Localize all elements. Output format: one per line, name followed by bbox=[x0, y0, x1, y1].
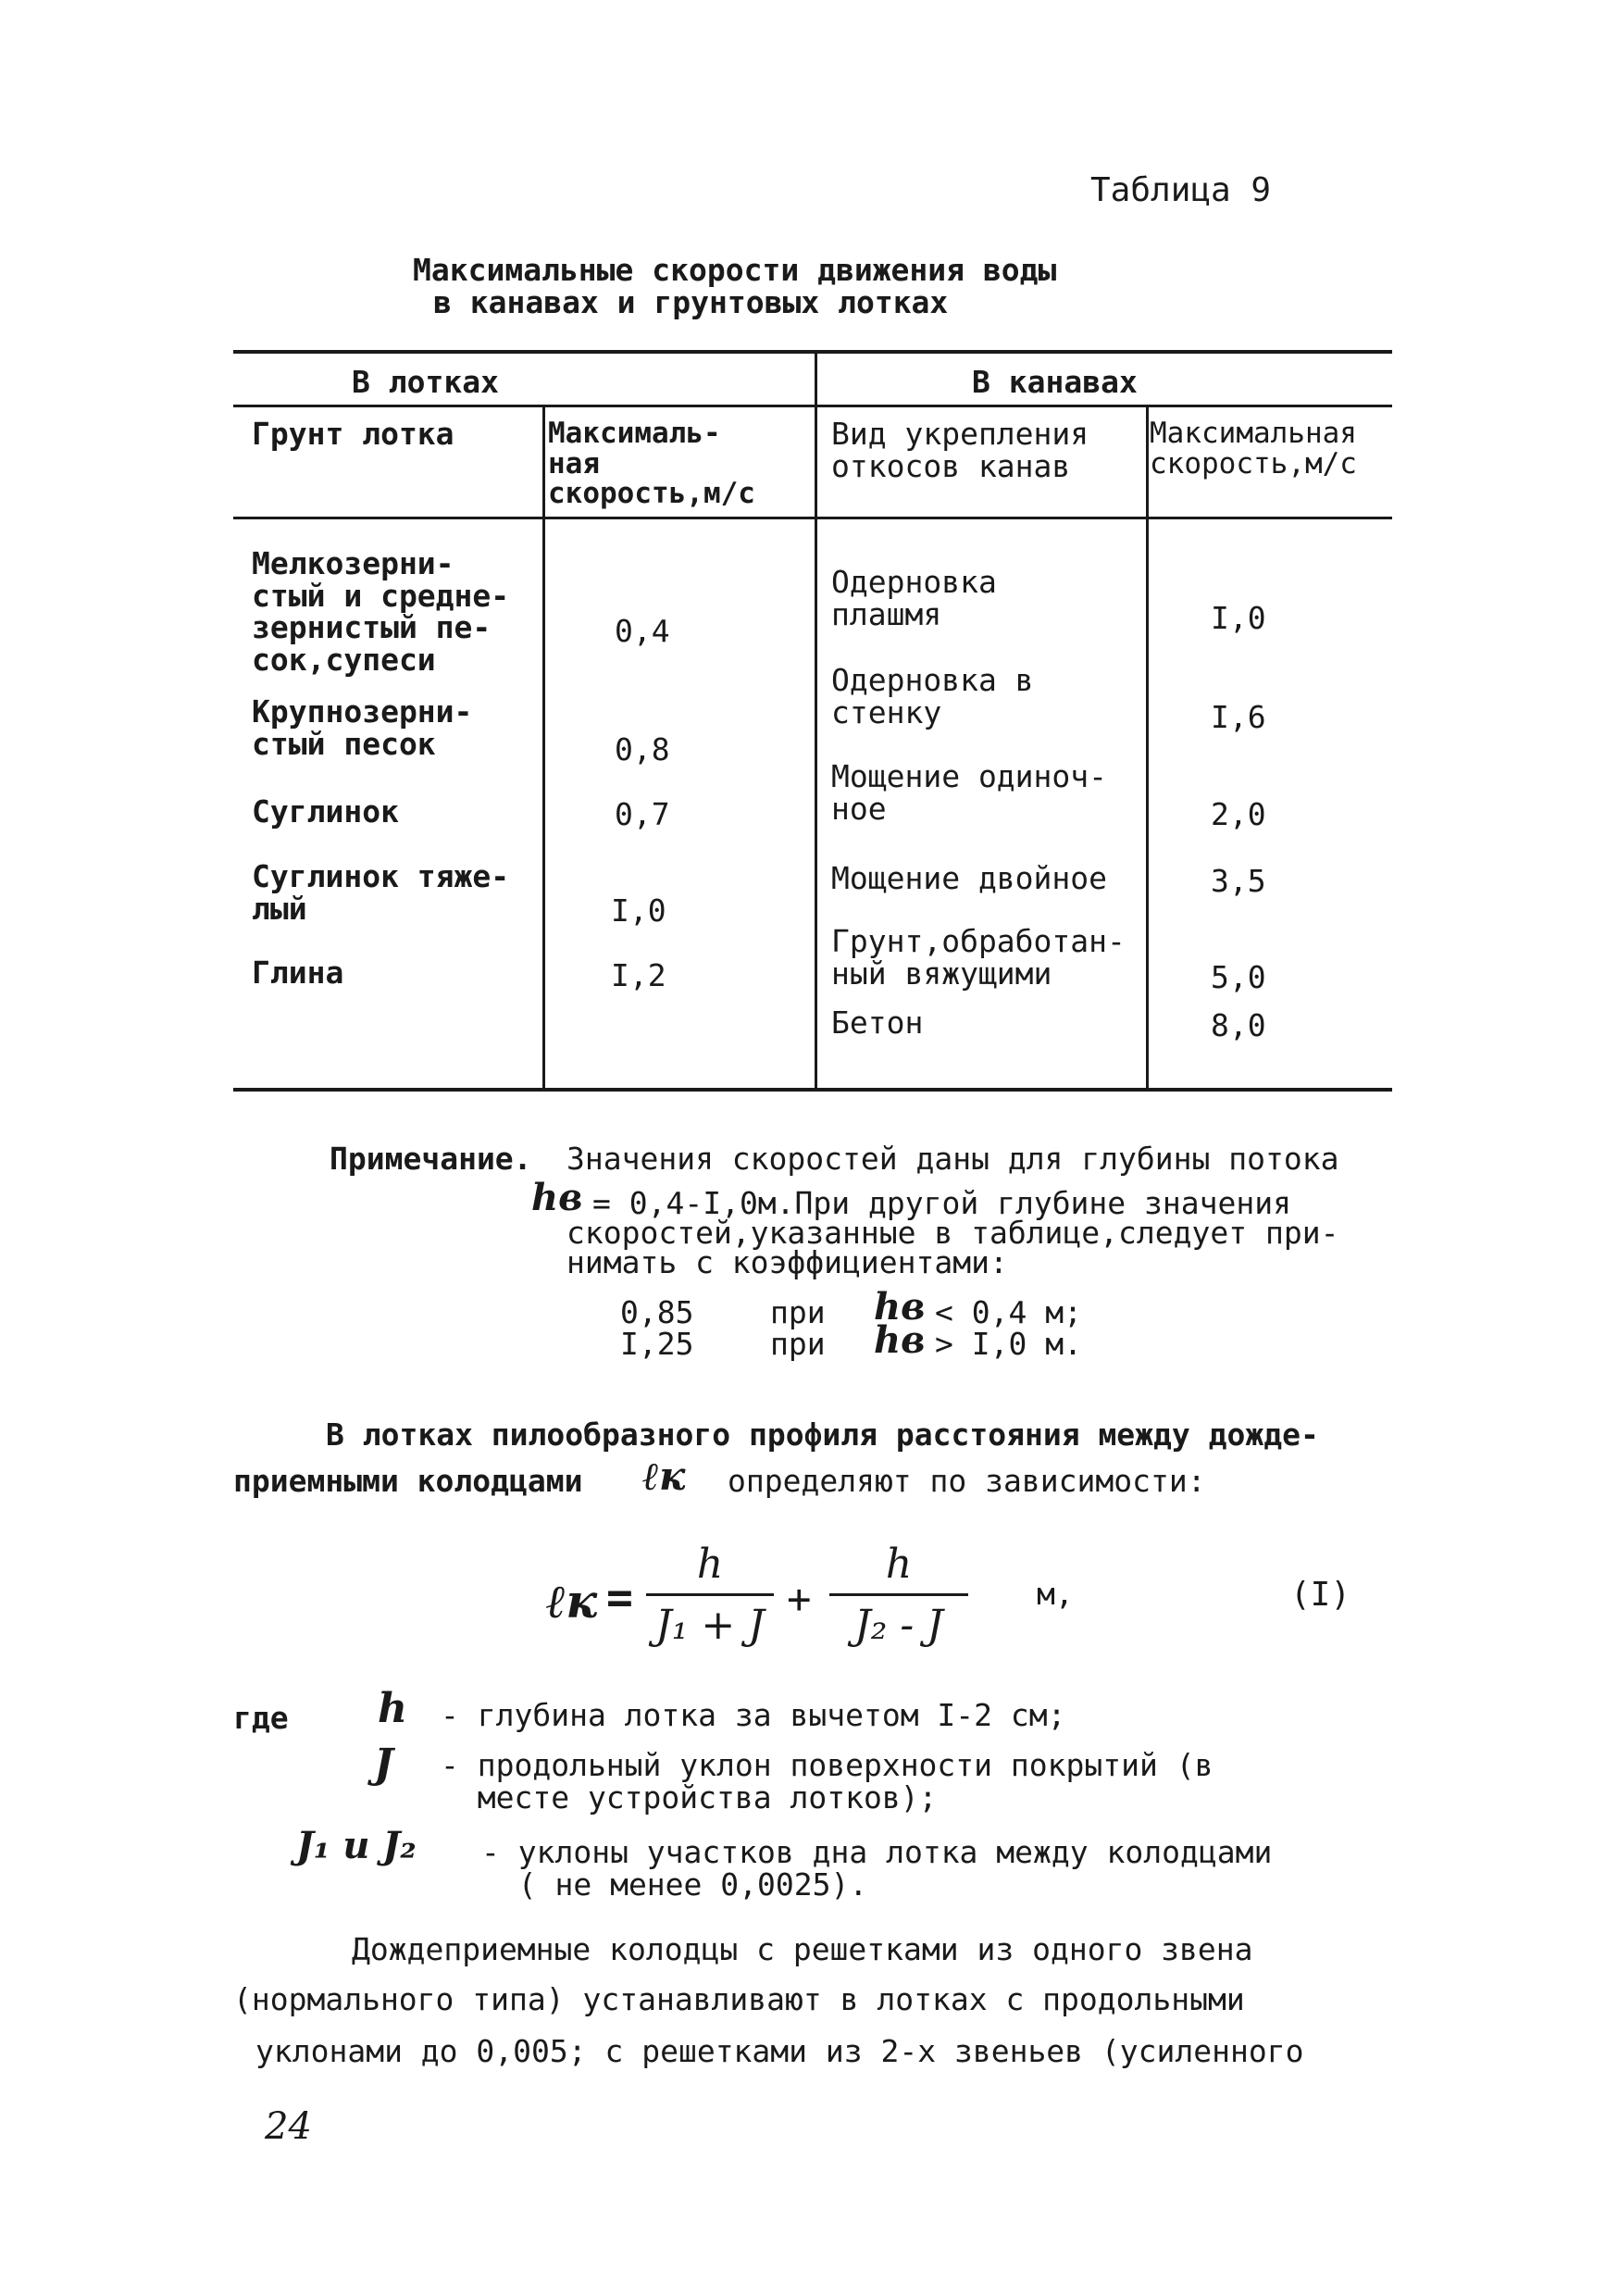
ditch-speed-5: 5,0 bbox=[1211, 959, 1266, 995]
coef2-word: при bbox=[770, 1326, 826, 1362]
note-label: Примечание. bbox=[330, 1141, 532, 1177]
col-header-tray-speed: Максималь- ная скорость,м/с bbox=[548, 417, 755, 511]
ditch-type-3: Мощение одиноч- ное bbox=[831, 758, 1108, 827]
where-sym-j1j2: J₁ и J₂ bbox=[296, 1824, 417, 1867]
para1-line2a: приемными колодцами bbox=[233, 1463, 583, 1499]
para1-line1: В лотках пилообразного профиля расстояния между дожде- bbox=[326, 1416, 1319, 1453]
table-divider-trays bbox=[542, 407, 545, 1091]
ditch-speed-1: I,0 bbox=[1211, 600, 1266, 636]
ditch-type-6: Бетон bbox=[831, 1004, 924, 1041]
tray-soil-3: Суглинок bbox=[252, 793, 399, 830]
group-header-trays: В лотках bbox=[352, 364, 499, 400]
note-line1: Значения скоростей даны для глубины потока bbox=[566, 1141, 1339, 1177]
ditch-type-4: Мощение двойное bbox=[831, 860, 1108, 896]
coef2-symbol: hв bbox=[874, 1318, 926, 1362]
para1-line2b: определяют по зависимости: bbox=[728, 1463, 1206, 1499]
page-number: 24 bbox=[265, 2105, 312, 2148]
formula-plus: + bbox=[787, 1576, 812, 1623]
tray-soil-4: Суглинок тяже- лый bbox=[252, 858, 510, 927]
fraction-1-numerator: h bbox=[696, 1541, 724, 1588]
note-line2: = 0,4-I,0м.При другой глубине значения bbox=[592, 1185, 1291, 1221]
formula-unit: м, bbox=[1037, 1576, 1074, 1612]
table-group-rule bbox=[233, 405, 1392, 407]
coef1-word: при bbox=[770, 1294, 826, 1330]
fraction-2-denominator: J₂ - J bbox=[854, 1602, 943, 1649]
fraction-1-denominator: J₁ + J bbox=[655, 1602, 765, 1649]
fraction-2 bbox=[829, 1541, 968, 1649]
note-line3: скоростей,указанные в таблице,следует при- bbox=[566, 1215, 1339, 1251]
ditch-speed-2: I,6 bbox=[1211, 699, 1266, 735]
where-text-h: - глубина лотка за вычетом I-2 см; bbox=[441, 1697, 1066, 1733]
tray-soil-2: Крупнозерни- стый песок bbox=[252, 693, 473, 762]
table-title-line2: в канавах и грунтовых лотках bbox=[433, 284, 949, 320]
where-text-j: - продольный уклон поверхности покрытий (в месте устройства лотков); bbox=[441, 1747, 1214, 1816]
table-header-rule bbox=[233, 517, 1392, 519]
formula-lhs: ℓк bbox=[546, 1574, 598, 1628]
where-sym-j: J bbox=[374, 1741, 393, 1788]
ditch-type-1: Одерновка плашмя bbox=[831, 564, 997, 632]
col-header-reinforcement: Вид укрепления откосов канав bbox=[831, 416, 1089, 484]
coef2-condition: > I,0 м. bbox=[935, 1326, 1082, 1362]
para2-line2: (нормального типа) устанавливают в лотках с продольными bbox=[233, 1981, 1245, 2017]
table-label: Таблица 9 bbox=[1090, 171, 1272, 209]
table-bottom-rule bbox=[233, 1088, 1392, 1092]
table-divider-main bbox=[815, 350, 817, 1091]
para2-line1: Дождеприемные колодцы с решетками из одного звена bbox=[352, 1931, 1253, 1967]
coef1-condition: < 0,4 м; bbox=[935, 1294, 1082, 1330]
group-header-ditches: В канавах bbox=[972, 364, 1138, 400]
tray-speed-4: I,0 bbox=[611, 892, 666, 929]
tray-speed-2: 0,8 bbox=[615, 731, 670, 767]
where-label: где bbox=[233, 1700, 289, 1736]
ditch-type-2: Одерновка в стенку bbox=[831, 662, 1034, 730]
tray-speed-3: 0,7 bbox=[615, 796, 670, 832]
coef2-value: I,25 bbox=[620, 1326, 694, 1362]
para1-lk: ℓк bbox=[642, 1454, 686, 1499]
where-sym-h: h bbox=[378, 1685, 407, 1732]
col-header-soil: Грунт лотка bbox=[252, 416, 454, 452]
ditch-speed-6: 8,0 bbox=[1211, 1007, 1266, 1043]
note-line4: нимать с коэффициентами: bbox=[566, 1244, 1008, 1280]
coef1-value: 0,85 bbox=[620, 1294, 694, 1330]
ditch-speed-3: 2,0 bbox=[1211, 796, 1266, 832]
fraction-1-bar bbox=[646, 1593, 774, 1596]
ditch-speed-4: 3,5 bbox=[1211, 863, 1266, 899]
note-h-symbol: hв bbox=[531, 1176, 583, 1219]
tray-speed-5: I,2 bbox=[611, 957, 666, 993]
table-title-line1: Максимальные скорости движения воды bbox=[413, 252, 1057, 288]
col-header-ditch-speed: Максимальная скорость,м/с bbox=[1150, 417, 1357, 480]
tray-soil-1: Мелкозерни- стый и средне- зернистый пе- сок,супеси bbox=[252, 545, 510, 678]
coef1-symbol: hв bbox=[874, 1285, 926, 1329]
ditch-type-5: Грунт,обработан- ный вяжущими bbox=[831, 923, 1126, 992]
formula-number: (I) bbox=[1290, 1576, 1351, 1614]
tray-soil-5: Глина bbox=[252, 955, 344, 991]
tray-speed-1: 0,4 bbox=[615, 613, 670, 649]
table-top-rule bbox=[233, 350, 1392, 354]
formula-eq: = bbox=[606, 1572, 633, 1624]
para2-line3: уклонами до 0,005; с решетками из 2-х звеньев (усиленного bbox=[255, 2033, 1304, 2069]
where-text-j1j2: - уклоны участков дна лотка между колодцами ( не менее 0,0025). bbox=[481, 1834, 1273, 1903]
table-divider-ditches bbox=[1146, 407, 1149, 1091]
fraction-2-bar bbox=[829, 1593, 968, 1596]
fraction-2-numerator: h bbox=[885, 1541, 913, 1588]
fraction-1 bbox=[646, 1541, 774, 1649]
